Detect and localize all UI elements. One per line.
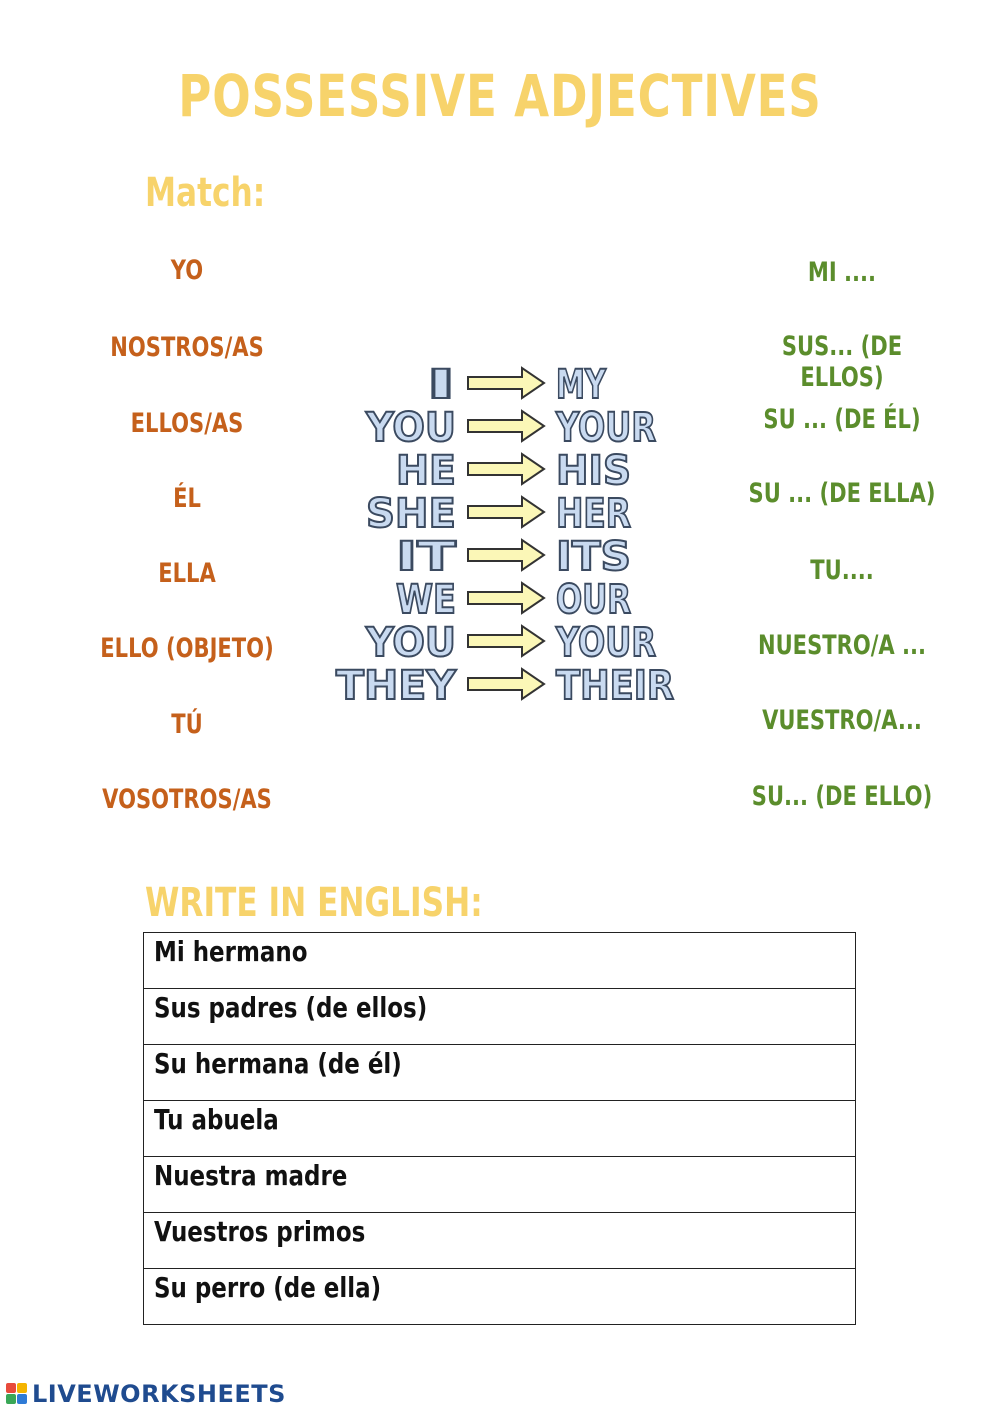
graphic-possessive-word: HIS xyxy=(556,448,631,494)
possessive-item[interactable]: NUESTRO/A ... xyxy=(757,630,927,661)
possessive-item[interactable]: TU.... xyxy=(810,555,874,586)
page-title: POSSESSIVE ADJECTIVES xyxy=(178,62,822,130)
arrow-icon xyxy=(468,411,544,441)
pronoun-item[interactable]: ELLO (OBJETO) xyxy=(100,633,274,664)
graphic-subject-word: HE xyxy=(396,448,456,494)
graphic-subject-word: YOU xyxy=(365,405,456,451)
graphic-possessive-word: YOUR xyxy=(555,405,656,451)
logo-text: LIVEWORKSHEETS xyxy=(32,1380,286,1408)
table-row[interactable] xyxy=(144,1269,855,1325)
pronoun-item[interactable]: YO xyxy=(170,255,204,286)
row-prompt: Nuestra madre xyxy=(154,1159,348,1192)
arrow-icon xyxy=(468,583,544,613)
liveworksheets-logo xyxy=(6,1378,286,1410)
table-row[interactable] xyxy=(144,1213,855,1269)
exercise-table xyxy=(143,932,856,1325)
possessive-item[interactable]: SU... (DE ELLO) xyxy=(751,781,933,812)
graphic-possessive-word: ITS xyxy=(556,534,631,580)
graphic-possessive-word: MY xyxy=(556,362,607,408)
write-heading: WRITE IN ENGLISH: xyxy=(145,880,483,926)
arrow-icon xyxy=(468,454,544,484)
row-prompt: Vuestros primos xyxy=(154,1215,366,1248)
pronoun-item[interactable]: TÚ xyxy=(171,709,203,740)
row-prompt: Tu abuela xyxy=(154,1103,279,1136)
arrow-icon xyxy=(468,497,544,527)
possessive-item[interactable]: VUESTRO/A... xyxy=(762,705,922,736)
possessive-item[interactable]: SUS... (DE ELLOS) xyxy=(781,331,903,393)
table-row[interactable] xyxy=(144,1157,855,1213)
row-prompt: Su perro (de ella) xyxy=(154,1271,382,1304)
arrow-icon xyxy=(468,368,544,398)
possessive-item[interactable]: SU ... (DE ELLA) xyxy=(748,478,936,509)
match-heading: Match: xyxy=(145,170,266,216)
graphic-subject-word: THEY xyxy=(336,663,458,709)
graphic-possessive-word: OUR xyxy=(556,577,631,623)
pronoun-item[interactable]: NOSTROS/AS xyxy=(110,332,264,363)
row-prompt: Mi hermano xyxy=(154,935,308,968)
graphic-subject-word: IT xyxy=(396,534,458,580)
possessive-item[interactable]: SU ... (DE ÉL) xyxy=(763,404,921,435)
graphic-subject-word: WE xyxy=(396,577,456,623)
row-prompt: Sus padres (de ellos) xyxy=(154,991,428,1024)
row-prompt: Su hermana (de él) xyxy=(154,1047,402,1080)
table-row[interactable] xyxy=(144,1101,855,1157)
pronoun-item[interactable]: VOSOTROS/AS xyxy=(102,784,272,815)
arrow-icon xyxy=(468,626,544,656)
possessive-item[interactable]: MI .... xyxy=(807,257,877,288)
graphic-subject-word: SHE xyxy=(366,491,456,537)
graphic-subject-word: I xyxy=(426,362,456,408)
table-row[interactable] xyxy=(144,989,855,1045)
pronoun-item[interactable]: ELLA xyxy=(158,558,216,589)
graphic-possessive-word: THEIR xyxy=(556,663,674,709)
graphic-subject-word: YOU xyxy=(365,620,456,666)
table-row[interactable] xyxy=(144,933,855,989)
graphic-possessive-word: HER xyxy=(556,491,631,537)
graphic-possessive-word: YOUR xyxy=(555,620,656,666)
pronoun-item[interactable]: ELLOS/AS xyxy=(130,408,244,439)
pronoun-possessive-graphic xyxy=(330,355,680,710)
arrow-icon xyxy=(468,540,544,570)
logo-icon xyxy=(6,1383,28,1405)
table-row[interactable] xyxy=(144,1045,855,1101)
arrow-icon xyxy=(468,669,544,699)
pronoun-item[interactable]: ÉL xyxy=(173,483,201,514)
